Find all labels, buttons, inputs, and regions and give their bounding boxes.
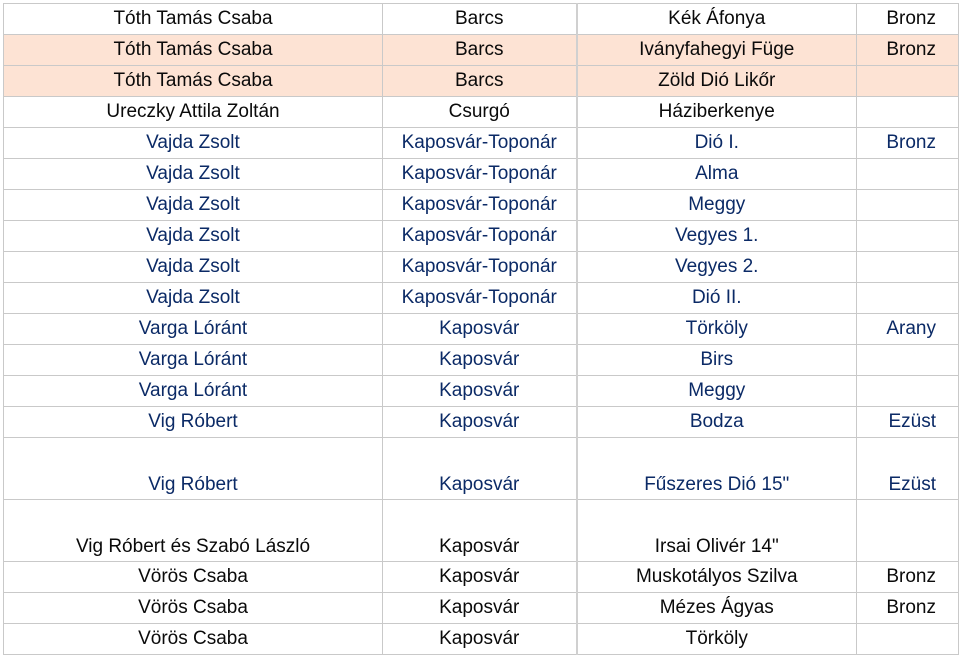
product-cell: Vegyes 2. bbox=[577, 252, 857, 283]
table-row bbox=[4, 376, 959, 407]
table-row bbox=[4, 97, 959, 128]
producer-cell: Varga Lóránt bbox=[4, 345, 383, 376]
product-cell: Alma bbox=[577, 159, 857, 190]
city-cell: Kaposvár-Toponár bbox=[383, 128, 577, 159]
city-cell: Barcs bbox=[383, 4, 577, 35]
producer-cell: Vig Róbert bbox=[4, 407, 383, 438]
city-cell: Kaposvár-Toponár bbox=[383, 283, 577, 314]
city-cell: Kaposvár-Toponár bbox=[383, 159, 577, 190]
producer-cell: Tóth Tamás Csaba bbox=[4, 4, 383, 35]
product-cell: Dió II. bbox=[577, 283, 857, 314]
producer-cell: Tóth Tamás Csaba bbox=[4, 66, 383, 97]
producer-cell: Vajda Zsolt bbox=[4, 159, 383, 190]
table-row bbox=[4, 252, 959, 283]
city-cell: Kaposvár bbox=[383, 500, 577, 562]
results-table-body bbox=[4, 4, 959, 655]
medal-cell bbox=[857, 221, 959, 252]
producer-cell: Vajda Zsolt bbox=[4, 283, 383, 314]
table-row bbox=[4, 35, 959, 66]
product-cell: Dió I. bbox=[577, 128, 857, 159]
table-row bbox=[4, 190, 959, 221]
product-cell: Fűszeres Dió 15" bbox=[577, 438, 857, 500]
city-cell: Csurgó bbox=[383, 97, 577, 128]
product-cell: Meggy bbox=[577, 190, 857, 221]
city-cell: Kaposvár-Toponár bbox=[383, 190, 577, 221]
medal-cell bbox=[857, 159, 959, 190]
product-cell: Iványfahegyi Füge bbox=[577, 35, 857, 66]
producer-cell: Vörös Csaba bbox=[4, 593, 383, 624]
product-cell: Zöld Dió Likőr bbox=[577, 66, 857, 97]
producer-cell: Vig Róbert bbox=[4, 438, 383, 500]
table-row bbox=[4, 500, 959, 562]
table-row bbox=[4, 407, 959, 438]
producer-cell: Vajda Zsolt bbox=[4, 128, 383, 159]
producer-cell: Vörös Csaba bbox=[4, 562, 383, 593]
city-cell: Kaposvár bbox=[383, 314, 577, 345]
producer-cell: Varga Lóránt bbox=[4, 376, 383, 407]
producer-cell: Vig Róbert és Szabó László bbox=[4, 500, 383, 562]
results-table bbox=[3, 3, 959, 655]
table-row bbox=[4, 4, 959, 35]
city-cell: Kaposvár bbox=[383, 345, 577, 376]
table-row bbox=[4, 593, 959, 624]
producer-cell: Tóth Tamás Csaba bbox=[4, 35, 383, 66]
city-cell: Kaposvár bbox=[383, 376, 577, 407]
city-cell: Kaposvár bbox=[383, 593, 577, 624]
city-cell: Kaposvár bbox=[383, 624, 577, 655]
medal-cell bbox=[857, 190, 959, 221]
table-row bbox=[4, 159, 959, 190]
table-row bbox=[4, 66, 959, 97]
product-cell: Bodza bbox=[577, 407, 857, 438]
producer-cell: Vajda Zsolt bbox=[4, 221, 383, 252]
table-row bbox=[4, 438, 959, 500]
city-cell: Kaposvár-Toponár bbox=[383, 221, 577, 252]
medal-cell bbox=[857, 283, 959, 314]
city-cell: Barcs bbox=[383, 66, 577, 97]
medal-cell bbox=[857, 345, 959, 376]
city-cell: Barcs bbox=[383, 35, 577, 66]
producer-cell: Vörös Csaba bbox=[4, 624, 383, 655]
medal-cell: Ezüst bbox=[857, 438, 959, 500]
city-cell: Kaposvár bbox=[383, 407, 577, 438]
medal-cell bbox=[857, 97, 959, 128]
medal-cell bbox=[857, 500, 959, 562]
producer-cell: Ureczky Attila Zoltán bbox=[4, 97, 383, 128]
table-row bbox=[4, 283, 959, 314]
table-row bbox=[4, 624, 959, 655]
medal-cell bbox=[857, 624, 959, 655]
product-cell: Birs bbox=[577, 345, 857, 376]
medal-cell: Arany bbox=[857, 314, 959, 345]
product-cell: Irsai Olivér 14" bbox=[577, 500, 857, 562]
product-cell: Vegyes 1. bbox=[577, 221, 857, 252]
producer-cell: Varga Lóránt bbox=[4, 314, 383, 345]
product-cell: Törköly bbox=[577, 314, 857, 345]
medal-cell bbox=[857, 376, 959, 407]
medal-cell: Bronz bbox=[857, 35, 959, 66]
medal-cell bbox=[857, 66, 959, 97]
product-cell: Mézes Ágyas bbox=[577, 593, 857, 624]
city-cell: Kaposvár bbox=[383, 438, 577, 500]
table-row bbox=[4, 314, 959, 345]
table-row bbox=[4, 562, 959, 593]
product-cell: Törköly bbox=[577, 624, 857, 655]
medal-cell: Bronz bbox=[857, 128, 959, 159]
medal-cell bbox=[857, 252, 959, 283]
table-row bbox=[4, 345, 959, 376]
city-cell: Kaposvár bbox=[383, 562, 577, 593]
product-cell: Kék Áfonya bbox=[577, 4, 857, 35]
table-row bbox=[4, 128, 959, 159]
producer-cell: Vajda Zsolt bbox=[4, 252, 383, 283]
product-cell: Meggy bbox=[577, 376, 857, 407]
producer-cell: Vajda Zsolt bbox=[4, 190, 383, 221]
medal-cell: Ezüst bbox=[857, 407, 959, 438]
medal-cell: Bronz bbox=[857, 562, 959, 593]
product-cell: Háziberkenye bbox=[577, 97, 857, 128]
city-cell: Kaposvár-Toponár bbox=[383, 252, 577, 283]
medal-cell: Bronz bbox=[857, 4, 959, 35]
table-row bbox=[4, 221, 959, 252]
product-cell: Muskotályos Szilva bbox=[577, 562, 857, 593]
medal-cell: Bronz bbox=[857, 593, 959, 624]
